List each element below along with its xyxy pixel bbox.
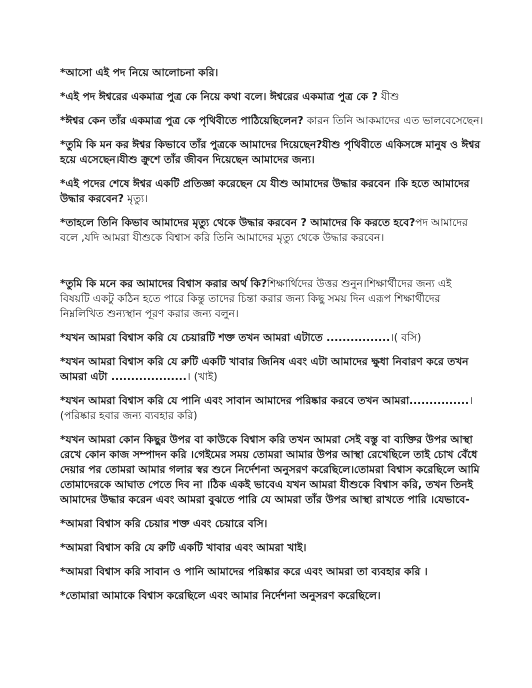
section-meaning-of-belief <box>60 277 484 604</box>
paragraph <box>60 216 484 246</box>
paragraph <box>60 277 484 322</box>
paragraph <box>60 589 484 604</box>
paragraph <box>60 331 484 346</box>
section-spacer <box>60 255 484 277</box>
paragraph-bold-text: *আমরা বিশ্বাস করি সাবান ও পানি আমাদের পরিষ্কার করে এবং আমরা তা ব্যবহার করি । <box>60 566 428 578</box>
paragraph-text: পদ আমাদের বলে ,যদি আমরা যীশুকে বিশ্বাস করি তিনি আমাদের মৃত্যু থেকে উদ্ধার করবেন। <box>60 217 468 244</box>
paragraph <box>60 565 484 580</box>
paragraph-text: যীশু <box>377 91 400 103</box>
paragraph-bold-text: *যখন আমরা বিশ্বাস করি যে পানি এবং সাবান আমাদের পরিষ্কার করবে তখন আমরা............... <box>60 395 469 407</box>
paragraph <box>60 138 484 168</box>
paragraph <box>60 90 484 105</box>
paragraph-bold-text: *যখন আমরা বিশ্বাস করি যে চেয়ারটি শক্ত তখন আমরা এটাতে ................ <box>60 332 391 344</box>
paragraph <box>60 541 484 556</box>
paragraph-bold-text: *তাহলে তিনি কিভাব আমাদের মৃত্যু থেকে উদ্ধার করবেন ? আমাদের কি করতে হবে? <box>60 217 416 229</box>
paragraph-text: ।(পরিষ্কার হবার জন্য ব্যবহার করি) <box>60 395 473 422</box>
paragraph <box>60 517 484 532</box>
paragraph <box>60 433 484 508</box>
paragraph-bold-text: *এই পদের শেষে ঈশ্বর একটি প্রতিজ্ঞা করেছেন যে যীশু আমাদের উদ্ধার করবেন ।কি হতে আমাদের উদ্ধার করবেন? <box>60 178 470 205</box>
paragraph <box>60 394 484 424</box>
paragraph-bold-text: *তোমারা আমাকে বিশ্বাস করেছিলে এবং আমার নির্দেশনা অনুসরণ করেছিলে। <box>60 590 381 602</box>
paragraph-text: কারন তিনি আকমাদের এত ভালবেসেছেন। <box>303 115 484 127</box>
paragraph-text: ।( বসি) <box>390 332 422 344</box>
paragraph-bold-text: *আমরা বিশ্বাস করি চেয়ার শক্ত এবং চেয়ারে বসি। <box>60 518 268 530</box>
paragraph <box>60 66 484 81</box>
paragraph-bold-text: *যখন আমরা বিশ্বাস করি যে রুটি একটি খাবার জিনিষ এবং এটা আমাদের ক্ষুধা নিবারণ করে তখন আমরা এটা ................... <box>60 356 469 383</box>
paragraph-bold-text: *যখন আমরা কোন কিছুর উপর বা কাউকে বিশ্বাস করি তখন আমরা সেই বস্তু বা ব্যক্তির উপর আস্থা রেখে কোন কাজ সম্পাদন করি ।গেইমের সময় তোমরা আমার উপর আস্থা রেখেছিলে তাই চোখ বেঁধে দেয়ার পর তোমরা আমার গলার স্বর শুনে নির্দেশনা অনুসরণ করেছিলে।তোমরা বিশ্বাস করেছিলে আমি তোমাদেরকে আঘাত পেতে দিব না ।ঠিক একই ভাবেএ যখন আমরা যীশুকে বিশ্বাস করি, তখন তিনই আমাদের উদ্ধার করেন এবং আমরা বুঝতে পারি যে আমরা তাঁর উপর আস্থা রাখতে পারি ।যেভাবে- <box>60 434 480 506</box>
paragraph-bold-text: *আমরা বিশ্বাস করি যে রুটি একটি খাবার এবং আমরা খাই। <box>60 542 307 554</box>
paragraph-bold-text: *ঈশ্বর কেন তাঁর একমাত্র পুত্র কে পৃথিবীতে পাঠিয়েছিলেন? <box>60 115 304 127</box>
paragraph-bold-text: *এই পদ ঈশ্বরের একমাত্র পুত্র কে নিয়ে কথা বলে। ঈশ্বরের একমাত্র পুত্র কে ? <box>60 91 378 103</box>
paragraph-bold-text: *আসো এই পদ নিয়ে আলোচনা করি। <box>60 67 219 79</box>
paragraph <box>60 114 484 129</box>
paragraph-text: মৃত্যু। <box>123 193 148 205</box>
section-discussion <box>60 66 484 246</box>
paragraph-bold-text: *তুমি কি মন কর ঈশ্বর কিভাবে তাঁর পুত্রকে আমাদের দিয়েছেন?যীশু পৃথিবীতে একিসঙ্গে মানুষ ও ঈশ্বর হয়ে এসেছেন।যীশু ক্রুশে তাঁর জীবন দিয়েছেন আমাদের জন্য। <box>60 139 481 166</box>
paragraph-text: । (খাই) <box>186 371 218 383</box>
paragraph <box>60 355 484 385</box>
paragraph-bold-text: *তুমি কি মনে কর আমাদের বিশ্বাস করার অর্থ কি? <box>60 278 267 290</box>
paragraph <box>60 177 484 207</box>
paragraph-text: শিক্ষার্থিদের উত্তর শুনুন।শিক্ষার্থীদের জন্য এই বিষয়টি একটু কঠিন হতে পারে কিন্তু তাদের চিন্তা করার জন্য কিছু সময় দিন এরূপ শিক্ষার্থীদের নিম্নলিখিত শুন্যস্থান পূরণ করার জন্য বলুন। <box>60 278 452 320</box>
